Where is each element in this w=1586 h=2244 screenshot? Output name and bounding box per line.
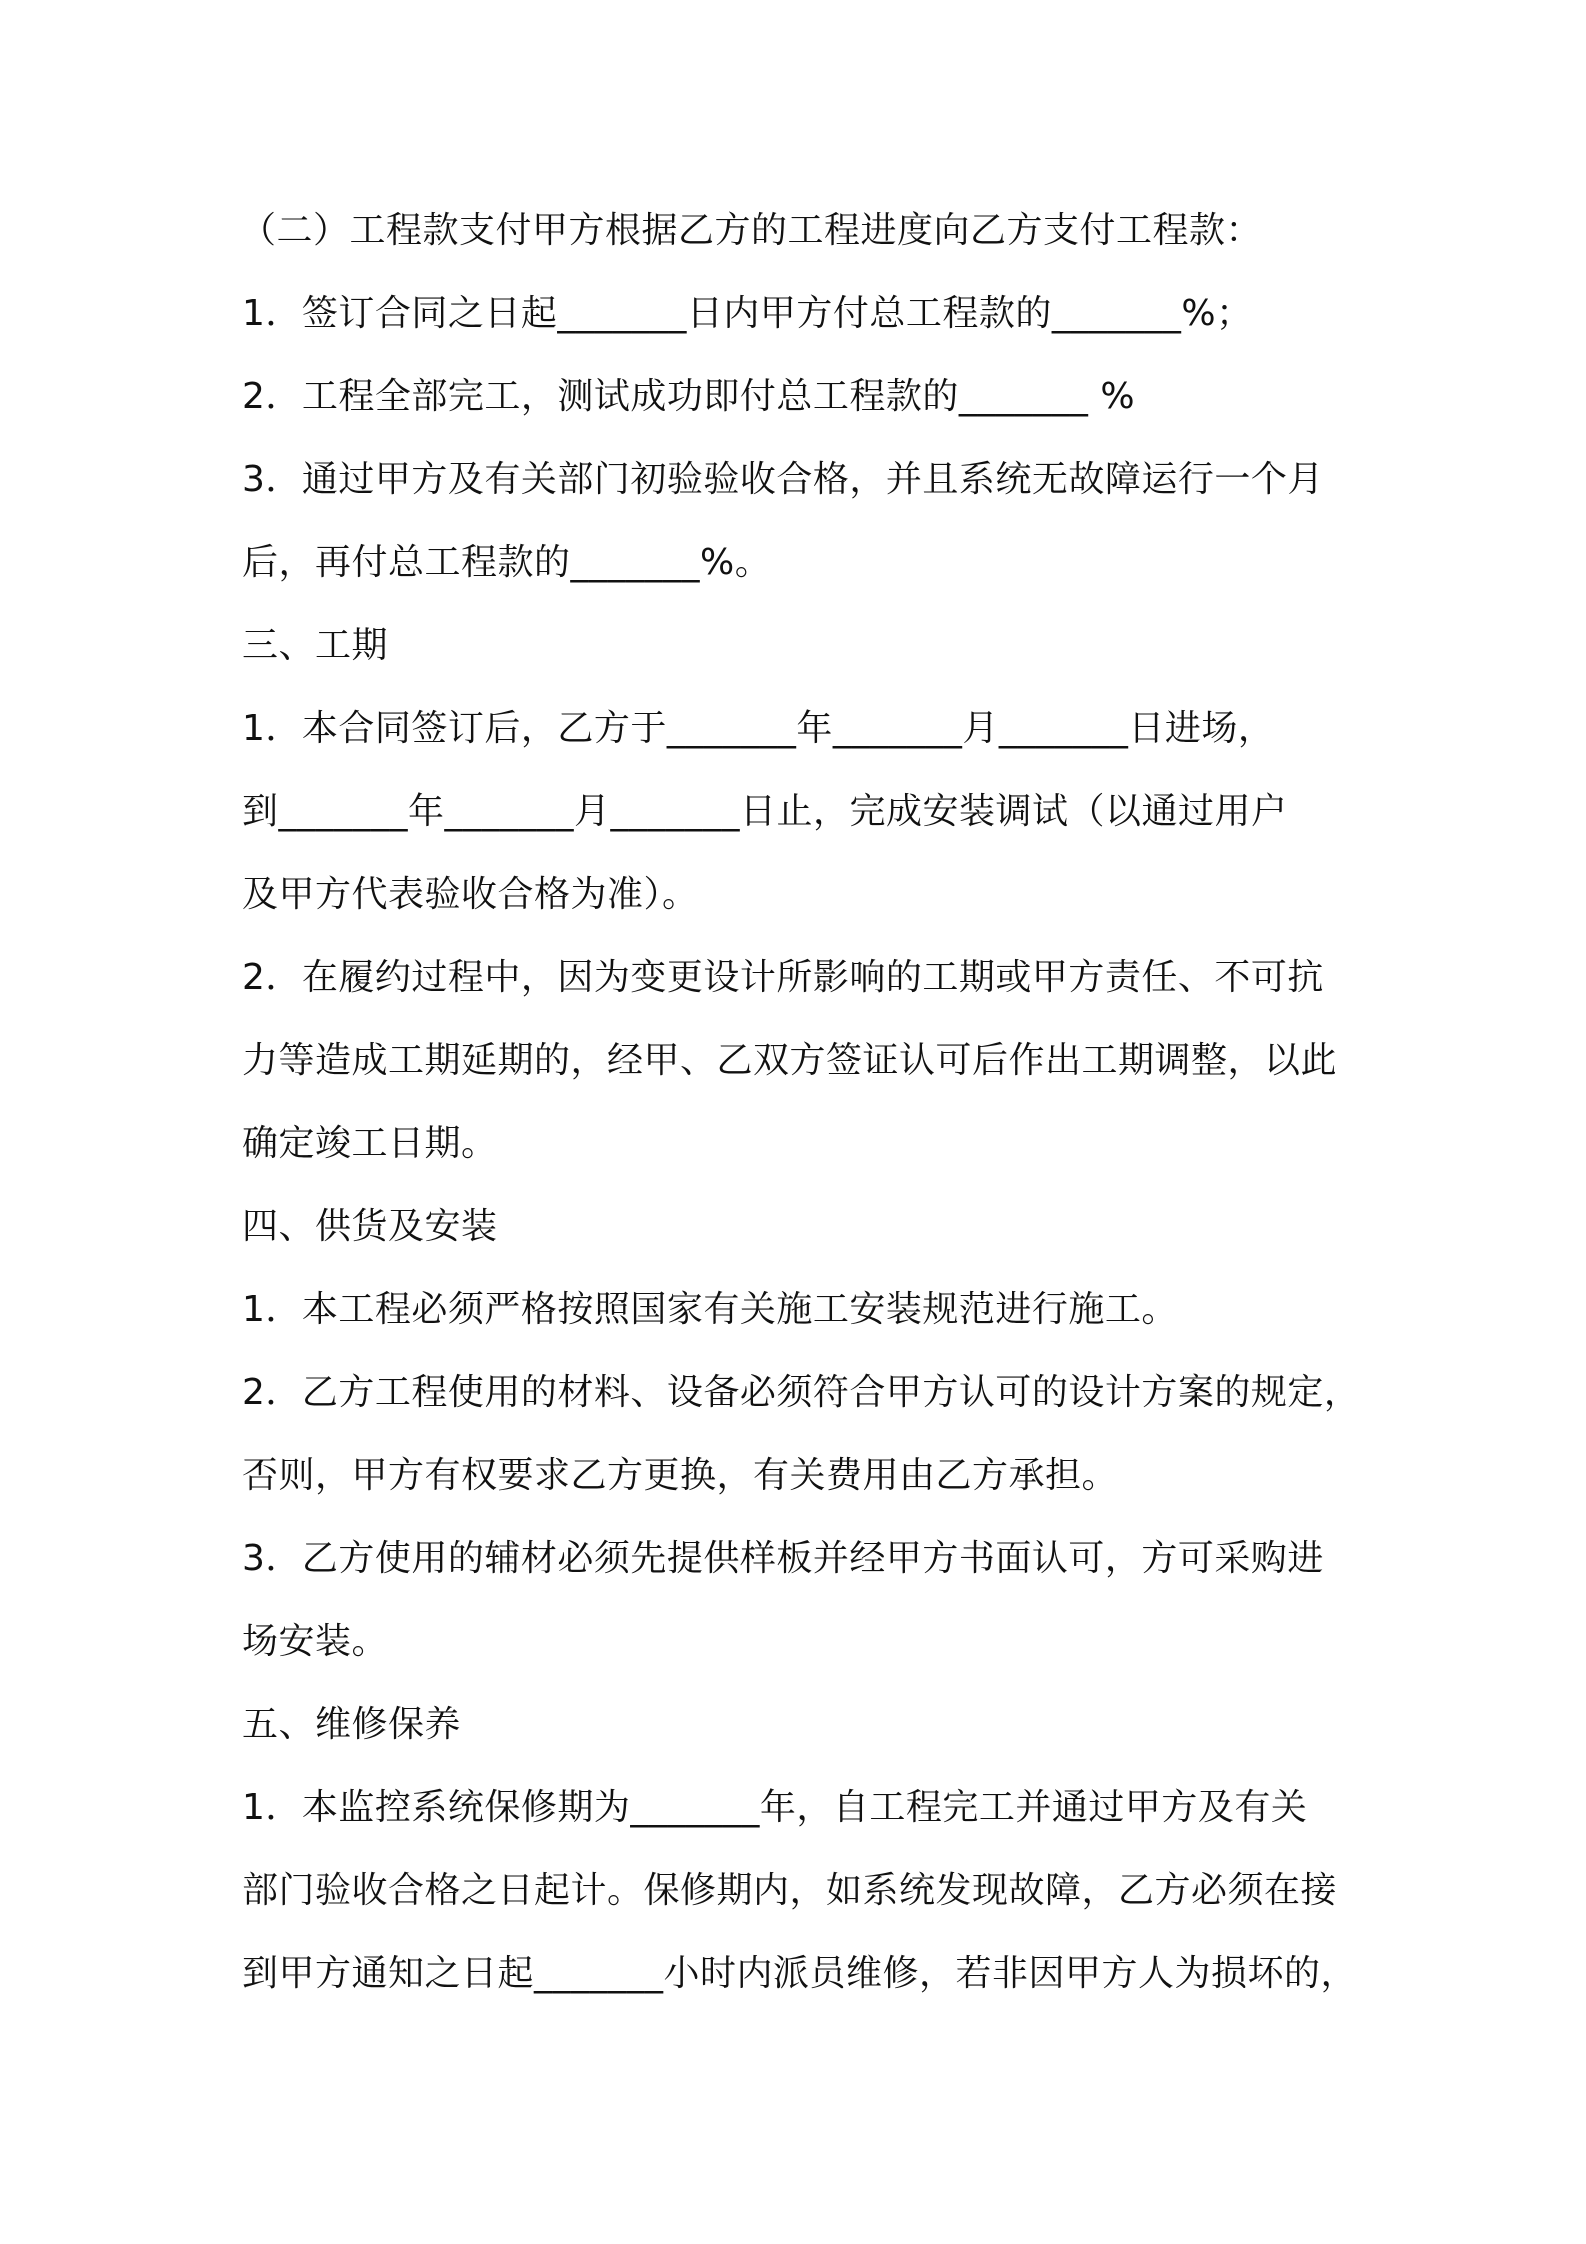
schedule-clause-1: 1．本合同签订后，乙方于_______年_______月_______日进场， — [242, 708, 1275, 749]
payment-clause-3: 3．通过甲方及有关部门初验验收合格，并且系统无故障运行一个月 — [242, 459, 1324, 500]
supply-clause-3: 3．乙方使用的辅材必须先提供样板并经甲方书面认可，方可采购进 — [242, 1538, 1324, 1579]
supply-clause-2-cont: 否则，甲方有权要求乙方更换，有关费用由乙方承担。 — [242, 1455, 1119, 1496]
payment-clause-1: 1．签订合同之日起_______日内甲方付总工程款的_______%； — [242, 293, 1253, 334]
section-heading-schedule: 三、工期 — [242, 625, 389, 666]
supply-clause-2: 2．乙方工程使用的材料、设备必须符合甲方认可的设计方案的规定， — [242, 1372, 1361, 1413]
section-heading-maintenance: 五、维修保养 — [242, 1704, 462, 1745]
maintenance-clause-1-cont-2: 到甲方通知之日起_______小时内派员维修，若非因甲方人为损坏的， — [242, 1953, 1358, 1994]
schedule-clause-2-cont: 力等造成工期延期的，经甲、乙双方签证认可后作出工期调整，以此 — [242, 1040, 1338, 1081]
supply-clause-1: 1．本工程必须严格按照国家有关施工安装规范进行施工。 — [242, 1289, 1178, 1330]
payment-clause-3-cont: 后，再付总工程款的_______%。 — [242, 542, 772, 583]
schedule-clause-2: 2．在履约过程中，因为变更设计所影响的工期或甲方责任、不可抗 — [242, 957, 1324, 998]
maintenance-clause-1: 1．本监控系统保修期为_______年，自工程完工并通过甲方及有关 — [242, 1787, 1308, 1828]
schedule-clause-1-cont: 到_______年_______月_______日止，完成安装调试（以通过用户 — [242, 791, 1288, 832]
section-heading-supply: 四、供货及安装 — [242, 1206, 498, 1247]
schedule-clause-1-cont-2: 及甲方代表验收合格为准）。 — [242, 874, 699, 915]
payment-heading: （二）工程款支付甲方根据乙方的工程进度向乙方支付工程款： — [240, 210, 1263, 251]
payment-clause-2: 2．工程全部完工，测试成功即付总工程款的_______ % — [242, 376, 1136, 417]
schedule-clause-2-cont-2: 确定竣工日期。 — [242, 1123, 498, 1164]
supply-clause-3-cont: 场安装。 — [242, 1621, 389, 1662]
maintenance-clause-1-cont: 部门验收合格之日起计。保修期内，如系统发现故障，乙方必须在接 — [242, 1870, 1338, 1911]
